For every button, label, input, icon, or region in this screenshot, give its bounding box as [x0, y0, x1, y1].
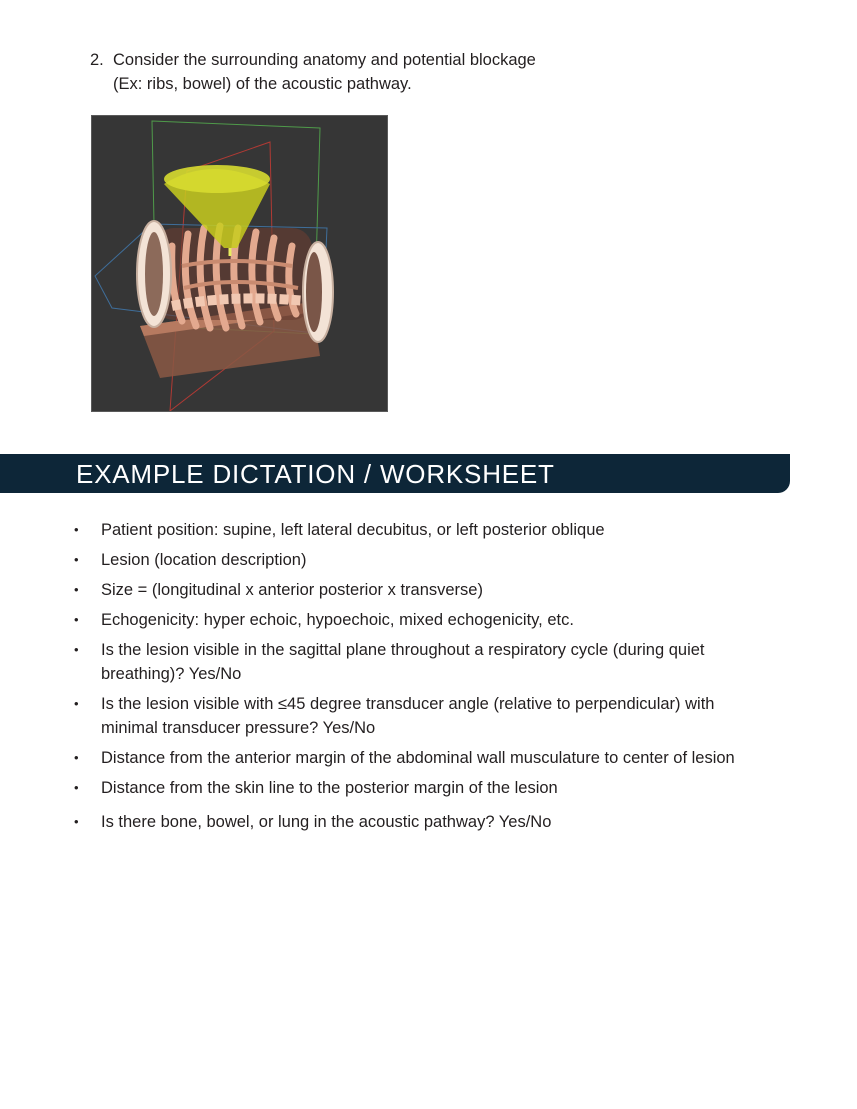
bullet-icon: •: [74, 522, 79, 537]
bullet-icon: •: [74, 696, 79, 711]
bullet-icon: •: [74, 750, 79, 765]
list-item-text: Is there bone, bowel, or lung in the acoustic pathway? Yes/No: [101, 813, 552, 831]
worksheet-list: [72, 518, 752, 840]
section-banner: [0, 454, 790, 493]
step-text: [113, 48, 650, 96]
list-item: [72, 638, 752, 686]
list-item: [72, 692, 752, 740]
list-item: [72, 578, 752, 602]
bullet-icon: •: [74, 552, 79, 567]
list-item: [72, 608, 752, 632]
list-item: [72, 518, 752, 542]
step-text-line-1: Consider the surrounding anatomy and potential blockage: [113, 51, 536, 69]
step-number: 2.: [90, 51, 104, 69]
right-end-cap-inner: [306, 252, 322, 332]
list-item-text: Size = (longitudinal x anterior posterior x transverse): [101, 581, 483, 599]
list-item-text: Lesion (location description): [101, 551, 307, 569]
list-item: [72, 746, 752, 770]
numbered-step: [90, 48, 650, 96]
anatomy-3d-render: [91, 115, 388, 412]
list-item-text: Echogenicity: hyper echoic, hypoechoic, mixed echogenicity, etc.: [101, 611, 574, 629]
list-item-text: Distance from the anterior margin of the abdominal wall musculature to center of lesion: [101, 749, 735, 767]
transducer-face: [164, 165, 270, 193]
list-item-text: Is the lesion visible in the sagittal plane throughout a respiratory cycle (during quiet breathing)? Yes/No: [101, 641, 705, 683]
bullet-icon: •: [74, 582, 79, 597]
list-item: [72, 548, 752, 572]
step-text-line-2: (Ex: ribs, bowel) of the acoustic pathway.: [113, 75, 412, 93]
list-item-text: Distance from the skin line to the posterior margin of the lesion: [101, 779, 558, 797]
ribcage-transducer-illustration: [92, 116, 387, 411]
list-item: [72, 810, 752, 834]
bullet-icon: •: [74, 780, 79, 795]
bullet-icon: •: [74, 612, 79, 627]
bullet-icon: •: [74, 814, 79, 829]
list-item-text: Is the lesion visible with ≤45 degree transducer angle (relative to perpendicular) with minimal transducer pressure? Yes/No: [101, 695, 715, 737]
bullet-icon: •: [74, 642, 79, 657]
section-title: EXAMPLE DICTATION / WORKSHEET: [76, 459, 555, 489]
list-item: [72, 776, 752, 800]
left-end-cap-inner: [145, 232, 163, 316]
list-item-text: Patient position: supine, left lateral decubitus, or left posterior oblique: [101, 521, 605, 539]
